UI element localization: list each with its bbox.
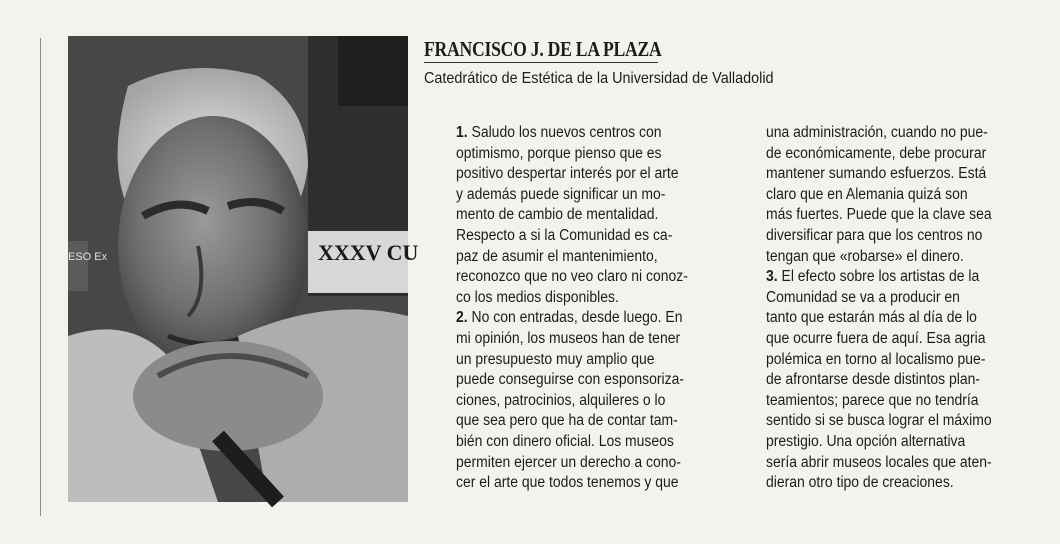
text-line bbox=[456, 164, 688, 185]
text-line-content: una administración, cuando no pue- bbox=[766, 124, 988, 141]
text-line bbox=[456, 144, 688, 165]
text-line bbox=[766, 370, 992, 391]
portrait-photo bbox=[68, 36, 419, 502]
text-line-content: No con entradas, desde luego. En bbox=[467, 309, 683, 327]
text-line bbox=[456, 370, 688, 391]
text-line bbox=[766, 432, 992, 453]
text-line bbox=[766, 453, 992, 474]
text-line bbox=[766, 123, 992, 144]
text-line-content: reconozco que no veo claro ni conoz- bbox=[456, 268, 688, 286]
text-line-content: tengan que «robarse» el dinero. bbox=[766, 247, 964, 265]
text-line-content: teamientos; parece que no tendría bbox=[766, 391, 979, 409]
text-line bbox=[766, 267, 992, 288]
text-line-content: Respecto a si la Comunidad es ca- bbox=[456, 226, 673, 244]
text-line bbox=[456, 226, 688, 247]
text-line-content: optimismo, porque pienso que es bbox=[456, 144, 662, 162]
text-line-content: que ocurre fuera de aquí. Esa agria bbox=[766, 329, 986, 347]
text-line bbox=[766, 185, 992, 206]
text-line bbox=[766, 205, 992, 226]
text-line bbox=[766, 350, 992, 371]
text-column-2 bbox=[766, 123, 992, 494]
text-line bbox=[766, 144, 992, 165]
text-line-content: dieran otro tipo de creaciones. bbox=[766, 474, 954, 492]
text-line bbox=[456, 473, 688, 494]
text-line-content: ciones, patrocinios, alquileres o lo bbox=[456, 391, 666, 409]
text-line bbox=[456, 205, 688, 226]
text-line bbox=[456, 267, 688, 288]
text-line-content: mento de cambio de mentalidad. bbox=[456, 206, 659, 224]
text-line bbox=[456, 308, 688, 329]
side-text: ESO Ex bbox=[68, 251, 108, 263]
text-line-content: paz de asumir el mantenimiento, bbox=[456, 247, 658, 265]
text-line-content: y además puede significar un mo- bbox=[456, 185, 666, 203]
text-line-content: permiten ejercer un derecho a cono- bbox=[456, 453, 681, 471]
text-line bbox=[456, 123, 688, 144]
text-line-content: Comunidad se va a producir en bbox=[766, 288, 960, 306]
text-line bbox=[766, 473, 992, 494]
text-line bbox=[456, 391, 688, 412]
text-line bbox=[456, 350, 688, 371]
answer-number: 2. bbox=[456, 309, 468, 327]
author-name: FRANCISCO J. DE LA PLAZA bbox=[424, 37, 662, 61]
text-line bbox=[766, 288, 992, 309]
text-line-content: un presupuesto muy amplio que bbox=[456, 350, 655, 368]
text-line-content: claro que en Alemania quizá son bbox=[766, 185, 968, 203]
text-line-content: Saludo los nuevos centros con bbox=[467, 124, 662, 141]
text-line-content: co los medios disponibles. bbox=[456, 288, 619, 306]
text-column-1 bbox=[456, 123, 688, 494]
text-line-content: polémica en torno al localismo pue- bbox=[766, 350, 986, 368]
byline bbox=[424, 36, 1024, 88]
text-line bbox=[766, 164, 992, 185]
text-line-content: bién con dinero oficial. Los museos bbox=[456, 432, 674, 450]
text-line bbox=[456, 411, 688, 432]
text-line-content: positivo despertar interés por el arte bbox=[456, 165, 679, 183]
text-line bbox=[766, 226, 992, 247]
text-line bbox=[456, 432, 688, 453]
text-line-content: sentido si se busca lograr el máximo bbox=[766, 412, 992, 430]
text-line bbox=[456, 329, 688, 350]
column-divider bbox=[40, 38, 41, 516]
text-line-content: puede conseguirse con esponsoriza- bbox=[456, 371, 684, 389]
text-line-content: mantener sumando esfuerzos. Está bbox=[766, 165, 987, 183]
text-line-content: más fuertes. Puede que la clave sea bbox=[766, 206, 992, 224]
banner-text: XXXV CU bbox=[318, 240, 419, 265]
answer-number: 1. bbox=[456, 124, 468, 141]
text-line bbox=[766, 247, 992, 268]
text-line bbox=[766, 391, 992, 412]
text-line-content: mi opinión, los museos han de tener bbox=[456, 329, 681, 347]
text-line bbox=[766, 329, 992, 350]
answer-number: 3. bbox=[766, 268, 778, 286]
text-line bbox=[766, 308, 992, 329]
text-line-content: sería abrir museos locales que aten- bbox=[766, 453, 992, 471]
author-role: Catedrático de Estética de la Universidad de Valladolid bbox=[424, 70, 774, 87]
portrait-photo-graphic bbox=[68, 36, 419, 502]
text-line bbox=[456, 247, 688, 268]
text-line-content: que sea pero que ha de contar tam- bbox=[456, 412, 678, 430]
text-line-content: tanto que estarán más al día de lo bbox=[766, 309, 977, 327]
text-line-content: diversificar para que los centros no bbox=[766, 226, 983, 244]
text-line-content: de afrontarse desde distintos plan- bbox=[766, 371, 981, 389]
text-line bbox=[456, 185, 688, 206]
text-line bbox=[456, 288, 688, 309]
text-line-content: El efecto sobre los artistas de la bbox=[777, 268, 980, 286]
text-line bbox=[456, 453, 688, 474]
text-line-content: cer el arte que todos tenemos y que bbox=[456, 474, 679, 492]
author-underline bbox=[424, 62, 658, 63]
text-line-content: prestigio. Una opción alternativa bbox=[766, 432, 966, 450]
text-line-content: de económicamente, debe procurar bbox=[766, 144, 987, 162]
text-line bbox=[766, 411, 992, 432]
